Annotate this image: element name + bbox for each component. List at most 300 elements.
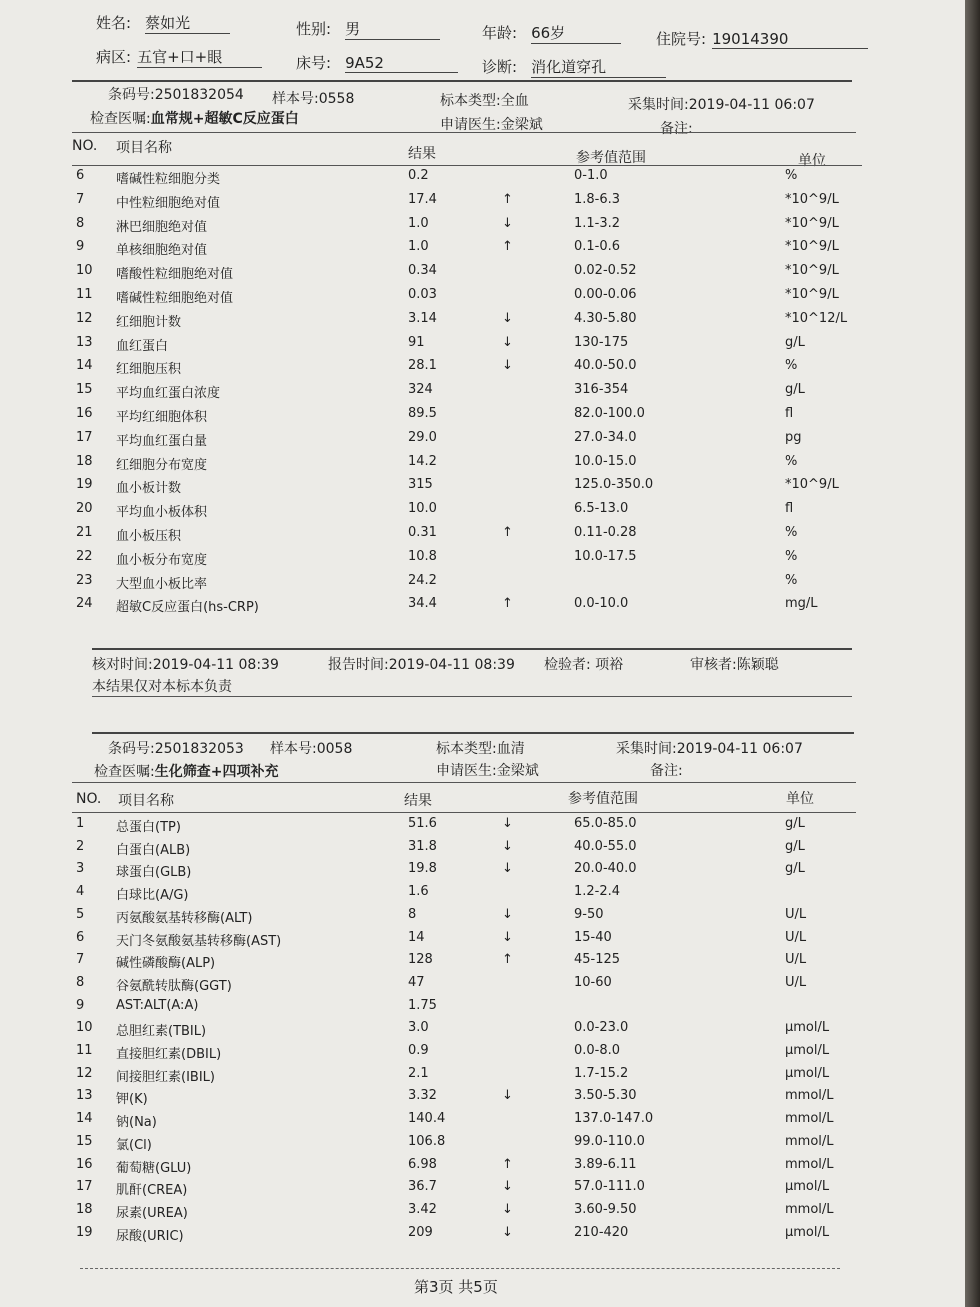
row-flag: ↓	[502, 215, 513, 231]
s2-col-name: 项目名称	[118, 793, 174, 809]
s1-report-time: 报告时间:2019-04-11 08:39	[328, 657, 515, 673]
row-reference-range: 0.11-0.28	[574, 525, 637, 540]
patient-diagnosis-field	[482, 56, 666, 78]
row-unit: U/L	[785, 906, 807, 922]
row-item-name: 天门冬氨酸氨基转移酶(AST)	[116, 933, 282, 949]
row-reference-range: 4.30-5.80	[574, 310, 637, 326]
row-flag: ↑	[502, 525, 513, 540]
page-number: 第3页 共5页	[414, 1278, 498, 1296]
row-result: 10.8	[408, 548, 437, 564]
table-row	[0, 358, 965, 381]
background-edge	[965, 0, 980, 1307]
row-result: 1.0	[408, 215, 429, 231]
patient-name-value: 蔡如光	[145, 12, 230, 34]
row-result: 0.9	[408, 1043, 429, 1058]
row-flag: ↓	[502, 1088, 513, 1104]
row-unit: U/L	[785, 952, 807, 968]
row-reference-range: 82.0-100.0	[574, 406, 645, 421]
table-row	[0, 839, 965, 862]
patient-sex-label: 性别:	[296, 20, 332, 38]
s1-disclaimer: 本结果仅对本标本负责	[92, 679, 232, 695]
row-unit: mmol/L	[785, 1156, 834, 1172]
row-unit: g/L	[785, 816, 805, 831]
row-item-name: 碱性磷酸酶(ALP)	[116, 956, 216, 972]
row-reference-range: 316-354	[574, 382, 629, 398]
row-unit: fl	[785, 406, 794, 421]
patient-sex-value: 男	[345, 18, 440, 40]
row-flag: ↓	[502, 1201, 513, 1217]
table-row	[0, 549, 965, 572]
row-flag: ↑	[502, 239, 513, 255]
row-unit: mmol/L	[785, 1088, 834, 1104]
row-item-name: 超敏C反应蛋白(hs-CRP)	[116, 600, 259, 616]
patient-age-value: 66岁	[531, 22, 621, 44]
row-no: 20	[76, 501, 93, 517]
row-unit: mg/L	[785, 596, 818, 612]
row-result: 324	[408, 382, 433, 398]
divider	[72, 132, 856, 133]
row-no: 21	[76, 525, 93, 540]
row-unit: *10^9/L	[785, 215, 839, 231]
row-result: 6.98	[408, 1156, 437, 1172]
patient-name-label: 姓名:	[96, 14, 132, 32]
row-result: 28.1	[408, 358, 437, 374]
row-no: 22	[76, 548, 93, 564]
row-unit: g/L	[785, 334, 805, 350]
row-result: 315	[408, 477, 433, 493]
row-reference-range: 1.8-6.3	[574, 191, 621, 207]
row-item-name: 平均血红蛋白浓度	[116, 386, 221, 402]
s2-remark: 备注:	[650, 763, 683, 779]
table-row	[0, 907, 965, 930]
row-no: 19	[76, 477, 93, 493]
row-no: 6	[76, 168, 85, 183]
row-reference-range: 130-175	[574, 334, 629, 350]
table-row	[0, 1134, 965, 1157]
patient-diagnosis-value: 消化道穿孔	[531, 56, 666, 78]
row-result: 36.7	[408, 1179, 437, 1195]
divider	[92, 732, 854, 734]
row-no: 13	[76, 1088, 93, 1104]
row-unit: mmol/L	[785, 1201, 834, 1217]
row-item-name: 尿素(UREA)	[116, 1205, 188, 1221]
row-item-name: 球蛋白(GLB)	[116, 865, 192, 881]
row-item-name: 大型血小板比率	[116, 576, 208, 592]
row-no: 1	[76, 816, 85, 831]
patient-bed-value: 9A52	[345, 54, 458, 73]
row-unit: pg	[785, 429, 802, 445]
table-row	[0, 596, 965, 619]
row-item-name: 血小板压积	[116, 529, 182, 544]
row-result: 0.34	[408, 263, 437, 279]
row-unit: *10^12/L	[785, 310, 848, 326]
table-row	[0, 1043, 965, 1066]
row-reference-range: 0-1.0	[574, 168, 608, 183]
row-item-name: 淋巴细胞绝对值	[116, 219, 208, 235]
row-reference-range: 27.0-34.0	[574, 429, 637, 445]
table-row	[0, 884, 965, 907]
divider	[92, 696, 852, 697]
table-row	[0, 952, 965, 975]
table-row	[0, 192, 965, 215]
row-flag: ↑	[502, 596, 513, 612]
row-no: 3	[76, 861, 85, 877]
row-reference-range: 3.50-5.30	[574, 1088, 637, 1104]
table-row	[0, 525, 965, 548]
row-result: 106.8	[408, 1133, 446, 1149]
row-result: 47	[408, 974, 425, 990]
row-reference-range: 9-50	[574, 906, 604, 922]
table-row	[0, 311, 965, 334]
s1-check-time: 核对时间:2019-04-11 08:39	[92, 657, 279, 673]
row-result: 29.0	[408, 429, 437, 445]
table-row	[0, 975, 965, 998]
row-item-name: 直接胆红素(DBIL)	[116, 1047, 222, 1062]
row-reference-range: 99.0-110.0	[574, 1133, 645, 1149]
row-flag: ↓	[502, 334, 513, 350]
table-row	[0, 454, 965, 477]
table-row	[0, 1020, 965, 1043]
table-row	[0, 430, 965, 453]
row-item-name: 谷氨酰转肽酶(GGT)	[116, 978, 232, 994]
table-row	[0, 216, 965, 239]
row-reference-range: 0.02-0.52	[574, 263, 637, 279]
row-no: 16	[76, 1156, 93, 1172]
row-reference-range: 10-60	[574, 974, 612, 990]
patient-ward-field	[96, 46, 262, 68]
row-no: 18	[76, 453, 93, 469]
row-result: 0.03	[408, 287, 437, 302]
row-reference-range: 15-40	[574, 929, 612, 945]
s1-col-unit: 单位	[798, 153, 826, 169]
page-divider	[80, 1268, 840, 1269]
row-unit: *10^9/L	[785, 263, 839, 279]
row-item-name: 单核细胞绝对值	[116, 243, 208, 259]
row-item-name: 平均血小板体积	[116, 505, 208, 521]
table-row	[0, 816, 965, 839]
s2-specimen-type: 标本类型:血清	[436, 741, 525, 757]
row-result: 14.2	[408, 453, 437, 469]
row-reference-range: 6.5-13.0	[574, 501, 629, 517]
row-unit: μmol/L	[785, 1224, 830, 1240]
row-unit: %	[785, 572, 798, 588]
row-result: 209	[408, 1224, 433, 1240]
row-item-name: 红细胞计数	[116, 314, 182, 330]
row-result: 89.5	[408, 406, 437, 421]
row-result: 51.6	[408, 816, 437, 831]
row-unit: *10^9/L	[785, 287, 839, 302]
s1-reviewer: 审核者:陈颖聪	[690, 657, 779, 673]
row-flag: ↓	[502, 838, 513, 854]
row-unit: mmol/L	[785, 1133, 834, 1149]
patient-ward-value: 五官+口+眼	[137, 46, 262, 68]
row-result: 14	[408, 929, 425, 945]
s2-col-result: 结果	[404, 793, 432, 809]
s2-col-no: NO.	[76, 791, 102, 807]
row-unit: μmol/L	[785, 1179, 830, 1195]
row-reference-range: 0.0-10.0	[574, 596, 629, 612]
row-unit: %	[785, 168, 798, 183]
row-result: 1.6	[408, 884, 429, 900]
row-no: 8	[76, 974, 85, 990]
patient-age-field	[482, 22, 621, 44]
row-result: 24.2	[408, 572, 437, 588]
divider	[72, 782, 856, 783]
row-no: 15	[76, 1133, 93, 1149]
row-result: 3.32	[408, 1088, 437, 1104]
row-reference-range: 0.0-23.0	[574, 1020, 629, 1036]
row-no: 9	[76, 997, 85, 1013]
row-item-name: 氯(Cl)	[116, 1137, 152, 1153]
row-flag: ↓	[502, 310, 513, 326]
row-no: 7	[76, 191, 85, 207]
row-no: 24	[76, 596, 93, 612]
row-result: 8	[408, 906, 417, 922]
s2-doctor: 申请医生:金梁斌	[436, 763, 539, 779]
row-no: 11	[76, 1043, 93, 1058]
row-result: 140.4	[408, 1111, 446, 1127]
s1-order-value: 血常规+超敏C反应蛋白	[150, 111, 299, 127]
row-item-name: 葡萄糖(GLU)	[116, 1160, 192, 1176]
row-flag: ↓	[502, 906, 513, 922]
row-reference-range: 1.1-3.2	[574, 215, 621, 231]
patient-age-label: 年龄:	[482, 24, 518, 42]
row-unit: *10^9/L	[785, 239, 839, 255]
row-reference-range: 20.0-40.0	[574, 861, 637, 877]
row-flag: ↓	[502, 1179, 513, 1195]
row-unit: U/L	[785, 929, 807, 945]
row-result: 0.2	[408, 168, 429, 183]
row-no: 17	[76, 429, 93, 445]
s1-barcode: 条码号:2501832054	[108, 87, 244, 103]
row-no: 5	[76, 906, 85, 922]
row-no: 23	[76, 572, 93, 588]
row-result: 19.8	[408, 861, 437, 877]
patient-bed-field	[296, 52, 458, 73]
row-no: 6	[76, 929, 85, 945]
s1-col-result: 结果	[408, 146, 436, 162]
patient-diagnosis-label: 诊断:	[482, 58, 518, 76]
s2-col-unit: 单位	[786, 791, 814, 807]
row-unit: g/L	[785, 382, 805, 398]
row-item-name: 嗜碱性粒细胞绝对值	[116, 291, 234, 306]
row-unit: *10^9/L	[785, 477, 839, 493]
divider	[72, 80, 852, 82]
row-reference-range: 10.0-17.5	[574, 548, 637, 564]
row-no: 12	[76, 1065, 93, 1081]
s1-order-field	[90, 108, 299, 128]
row-item-name: 白蛋白(ALB)	[116, 842, 191, 858]
s1-col-ref: 参考值范围	[576, 150, 646, 166]
patient-admission-value: 19014390	[712, 30, 868, 49]
row-reference-range: 0.0-8.0	[574, 1043, 621, 1058]
patient-bed-label: 床号:	[296, 54, 332, 72]
table-row	[0, 501, 965, 524]
patient-admission-label: 住院号:	[656, 30, 707, 48]
row-item-name: 尿酸(URIC)	[116, 1228, 184, 1244]
row-no: 18	[76, 1201, 93, 1217]
row-reference-range: 0.00-0.06	[574, 287, 637, 302]
row-reference-range: 3.60-9.50	[574, 1201, 637, 1217]
row-no: 11	[76, 287, 93, 302]
table-row	[0, 1088, 965, 1111]
row-item-name: AST:ALT(A:A)	[116, 997, 199, 1013]
table-row	[0, 1179, 965, 1202]
table-row	[0, 1225, 965, 1248]
row-result: 91	[408, 334, 425, 350]
row-unit: μmol/L	[785, 1043, 830, 1058]
table-row	[0, 335, 965, 358]
row-unit: μmol/L	[785, 1020, 830, 1036]
row-no: 14	[76, 1111, 93, 1127]
row-no: 19	[76, 1224, 93, 1240]
table-row	[0, 168, 965, 191]
patient-name-field	[96, 12, 230, 34]
row-unit: %	[785, 548, 798, 564]
row-item-name: 丙氨酸氨基转移酶(ALT)	[116, 910, 253, 926]
row-reference-range: 210-420	[574, 1224, 629, 1240]
row-unit: U/L	[785, 974, 807, 990]
s2-collect-time: 采集时间:2019-04-11 06:07	[616, 741, 803, 757]
row-item-name: 总胆红素(TBIL)	[116, 1024, 207, 1040]
s1-specimen-type: 标本类型:全血	[440, 93, 529, 109]
row-result: 2.1	[408, 1065, 429, 1081]
row-item-name: 嗜碱性粒细胞分类	[116, 172, 221, 187]
row-result: 31.8	[408, 838, 437, 854]
row-no: 2	[76, 838, 85, 854]
s1-doctor: 申请医生:金梁斌	[440, 117, 543, 133]
row-unit: g/L	[785, 861, 805, 877]
s1-col-name: 项目名称	[116, 140, 172, 156]
s1-col-no: NO.	[72, 138, 98, 154]
row-result: 34.4	[408, 596, 437, 612]
table-row	[0, 573, 965, 596]
row-unit: μmol/L	[785, 1065, 830, 1081]
row-reference-range: 40.0-55.0	[574, 838, 637, 854]
row-reference-range: 125.0-350.0	[574, 477, 654, 493]
row-no: 13	[76, 334, 93, 350]
row-item-name: 平均血红蛋白量	[116, 433, 208, 449]
table-row	[0, 930, 965, 953]
s2-col-ref: 参考值范围	[568, 791, 638, 807]
divider	[72, 812, 856, 813]
row-unit: %	[785, 525, 798, 540]
table-row	[0, 263, 965, 286]
row-no: 10	[76, 263, 93, 279]
row-item-name: 白球比(A/G)	[116, 888, 189, 904]
row-result: 1.0	[408, 239, 429, 255]
row-unit: g/L	[785, 838, 805, 854]
table-row	[0, 239, 965, 262]
table-row	[0, 1202, 965, 1225]
row-result: 10.0	[408, 501, 437, 517]
row-item-name: 平均红细胞体积	[116, 410, 208, 425]
row-result: 3.14	[408, 310, 437, 326]
divider	[72, 165, 862, 166]
row-item-name: 嗜酸性粒细胞绝对值	[116, 267, 234, 283]
row-item-name: 肌酐(CREA)	[116, 1183, 188, 1199]
table-row	[0, 1111, 965, 1134]
row-no: 10	[76, 1020, 93, 1036]
row-unit: fl	[785, 501, 794, 517]
patient-sex-field	[296, 18, 440, 40]
row-item-name: 红细胞分布宽度	[116, 457, 208, 473]
row-reference-range: 1.2-2.4	[574, 884, 621, 900]
row-reference-range: 57.0-111.0	[574, 1179, 645, 1195]
row-result: 0.31	[408, 525, 437, 540]
row-item-name: 血小板分布宽度	[116, 552, 208, 568]
row-item-name: 血小板计数	[116, 481, 182, 497]
row-unit: %	[785, 358, 798, 374]
row-no: 4	[76, 884, 85, 900]
row-item-name: 间接胆红素(IBIL)	[116, 1069, 215, 1085]
row-no: 15	[76, 382, 93, 398]
row-result: 1.75	[408, 997, 437, 1013]
s2-order-field	[94, 761, 278, 781]
s2-order-label: 检查医嘱:	[94, 764, 155, 780]
row-result: 17.4	[408, 191, 437, 207]
row-reference-range: 3.89-6.11	[574, 1156, 637, 1172]
row-result: 3.42	[408, 1201, 437, 1217]
row-result: 3.0	[408, 1020, 429, 1036]
row-item-name: 总蛋白(TP)	[116, 820, 181, 835]
row-no: 16	[76, 406, 93, 421]
row-flag: ↑	[502, 191, 513, 207]
table-row	[0, 1066, 965, 1089]
row-reference-range: 40.0-50.0	[574, 358, 637, 374]
row-item-name: 钾(K)	[116, 1092, 148, 1108]
table-row	[0, 477, 965, 500]
row-unit: %	[785, 453, 798, 469]
s1-order-label: 检查医嘱:	[90, 111, 151, 127]
s1-remark: 备注:	[660, 121, 693, 137]
row-no: 14	[76, 358, 93, 374]
row-flag: ↓	[502, 358, 513, 374]
row-flag: ↓	[502, 1224, 513, 1240]
row-no: 17	[76, 1179, 93, 1195]
row-result: 128	[408, 952, 433, 968]
s1-sample-no: 样本号:0558	[272, 91, 355, 107]
s2-sample-no: 样本号:0058	[270, 741, 353, 757]
row-reference-range: 0.1-0.6	[574, 239, 621, 255]
s1-inspector: 检验者: 项裕	[544, 657, 624, 673]
row-item-name: 中性粒细胞绝对值	[116, 195, 221, 211]
s1-collect-time: 采集时间:2019-04-11 06:07	[628, 97, 815, 113]
row-item-name: 钠(Na)	[116, 1115, 157, 1131]
row-reference-range: 45-125	[574, 952, 621, 968]
s2-order-value: 生化筛查+四项补充	[154, 764, 279, 780]
row-item-name: 红细胞压积	[116, 362, 182, 378]
patient-admission-field	[656, 28, 868, 49]
row-flag: ↓	[502, 816, 513, 831]
table-row	[0, 861, 965, 884]
row-reference-range: 65.0-85.0	[574, 816, 637, 831]
patient-ward-label: 病区:	[96, 48, 132, 66]
row-flag: ↑	[502, 1156, 513, 1172]
row-unit: mmol/L	[785, 1111, 834, 1127]
row-no: 7	[76, 952, 85, 968]
row-flag: ↓	[502, 929, 513, 945]
row-flag: ↑	[502, 952, 513, 968]
row-no: 12	[76, 310, 93, 326]
row-item-name: 血红蛋白	[116, 338, 169, 354]
table-row	[0, 998, 965, 1021]
row-no: 9	[76, 239, 85, 255]
row-flag: ↓	[502, 861, 513, 877]
table-row	[0, 406, 965, 429]
s2-barcode: 条码号:2501832053	[108, 741, 244, 757]
row-unit: *10^9/L	[785, 191, 839, 207]
